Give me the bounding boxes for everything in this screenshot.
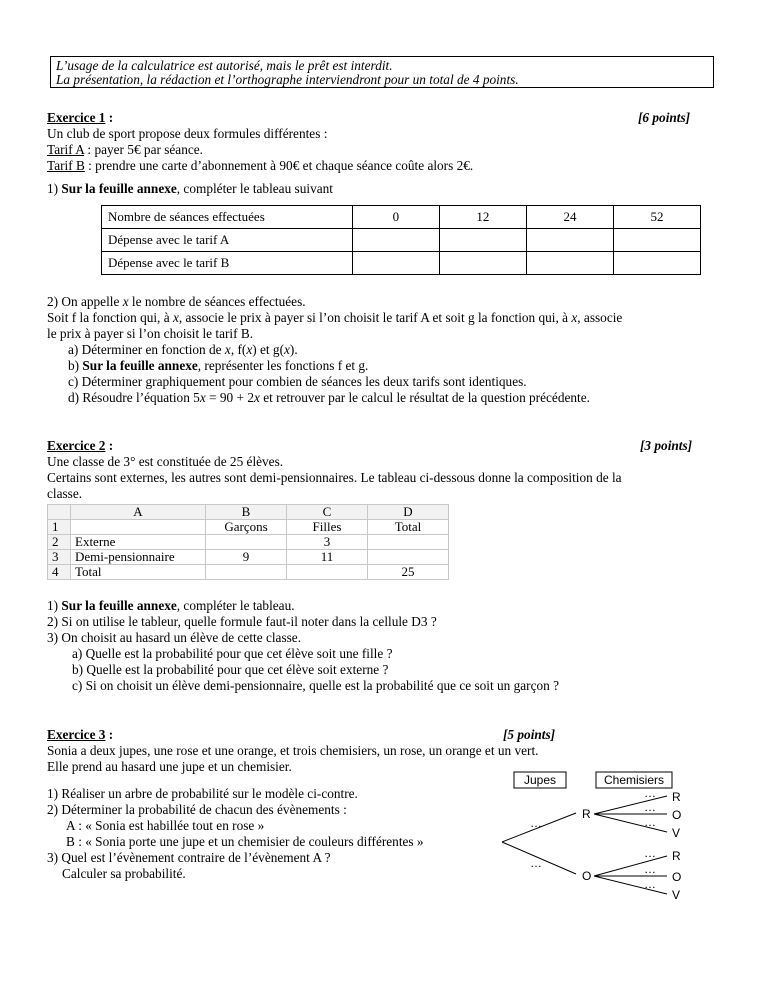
ex2-q3: 3) On choisit au hasard un élève de cette classe. (47, 630, 302, 645)
table-cell: Externe (71, 535, 206, 550)
table-cell (439, 229, 526, 252)
notice-line-1: L’usage de la calculatrice est autorisé, mais le prêt est interdit. (56, 58, 393, 73)
branch-line (594, 876, 667, 894)
branch-prob: … (530, 856, 542, 870)
ex1-qd: d) Résoudre l’équation 5x = 90 + 2x et retrouver par le calcul le résultat de la question précédente. (68, 390, 590, 405)
ex2-q3a: a) Quelle est la probabilité pour que cet élève soit une fille ? (72, 646, 393, 661)
probability-tree (500, 770, 730, 900)
ex1-q2: 2) On appelle x le nombre de séances effectuées. (47, 294, 306, 309)
table-cell (206, 565, 287, 580)
table-cell (48, 505, 71, 520)
table-row (48, 505, 449, 520)
table-row (48, 565, 449, 580)
ex2-q3b: b) Quelle est la probabilité pour que cet élève soit externe ? (72, 662, 389, 677)
table-cell: Total (368, 520, 449, 535)
ex3-heading: Exercice 3 : (47, 727, 114, 742)
table-row (48, 520, 449, 535)
table-row (102, 229, 701, 252)
branch-line (594, 856, 667, 876)
branch-prob: … (644, 877, 656, 891)
table-row-header: Nombre de séances effectuées (102, 206, 353, 229)
ex3-q3b: Calculer sa probabilité. (62, 866, 186, 881)
ex1-qa: a) Déterminer en fonction de x, f(x) et g(x). (68, 342, 298, 357)
table-cell: Filles (287, 520, 368, 535)
table-cell (287, 565, 368, 580)
table-cell: A (71, 505, 206, 520)
table-cell: 2 (48, 535, 71, 550)
ex1-tarif-a: Tarif A : payer 5€ par séance. (47, 142, 203, 157)
table-cell: 0 (352, 206, 439, 229)
ex1-points: [6 points] (638, 110, 691, 125)
chemisiers-label: Chemisiers (603, 773, 665, 787)
table-cell: Total (71, 565, 206, 580)
table-cell (526, 252, 613, 275)
ex2-line3: classe. (47, 486, 83, 501)
node-label: R (582, 807, 591, 821)
ex1-tarif-b: Tarif B : prendre une carte d’abonnement à 90€ et chaque séance coûte alors 2€. (47, 158, 474, 173)
ex3-points: [5 points] (503, 727, 556, 742)
table-cell: 9 (206, 550, 287, 565)
ex1-heading: Exercice 1 : (47, 110, 114, 125)
ex2-line1: Une classe de 3° est constituée de 25 élèves. (47, 454, 284, 469)
branch-line (594, 814, 667, 832)
table-cell (613, 252, 700, 275)
branch-prob: … (644, 815, 656, 829)
ex3-q3: 3) Quel est l’évènement contraire de l’évènement A ? (47, 850, 331, 865)
branch-prob: … (644, 786, 656, 800)
table-cell: 11 (287, 550, 368, 565)
node-label: R (672, 849, 681, 863)
table-cell: 1 (48, 520, 71, 535)
branch-line (594, 796, 667, 814)
branch-prob: … (644, 846, 656, 860)
table-cell (206, 535, 287, 550)
table-cell (526, 229, 613, 252)
table-cell (352, 229, 439, 252)
table-row-header: Dépense avec le tarif A (102, 229, 353, 252)
table-cell: Garçons (206, 520, 287, 535)
node-label: O (672, 808, 682, 822)
ex2-q3c: c) Si on choisit un élève demi-pensionnaire, quelle est la probabilité que ce soit un garçon ? (72, 678, 560, 693)
branch-prob: … (644, 862, 656, 876)
table-cell: 3 (287, 535, 368, 550)
table-cell (368, 550, 449, 565)
node-label: R (672, 790, 681, 804)
table-cell (439, 252, 526, 275)
ex1-q2-line3: le prix à payer si l’on choisit le tarif B. (47, 326, 254, 341)
ex3-q1: 1) Réaliser un arbre de probabilité sur le modèle ci-contre. (47, 786, 358, 801)
ex1-q1: 1) Sur la feuille annexe, compléter le tableau suivant (47, 181, 333, 196)
table-cell: C (287, 505, 368, 520)
table-cell (368, 535, 449, 550)
ex2-q1: 1) Sur la feuille annexe, compléter le tableau. (47, 598, 295, 613)
table-row (102, 252, 701, 275)
ex3-event-a: A : « Sonia est habillée tout en rose » (66, 818, 265, 833)
table-cell (352, 252, 439, 275)
branch-prob: … (644, 800, 656, 814)
table-row-header: Dépense avec le tarif B (102, 252, 353, 275)
ex2-q2: 2) Si on utilise le tableur, quelle formule faut-il noter dans la cellule D3 ? (47, 614, 437, 629)
jupes-label: Jupes (523, 773, 557, 787)
table-row (102, 206, 701, 229)
ex1-qc: c) Déterminer graphiquement pour combien de séances les deux tarifs sont identiques. (68, 374, 527, 389)
ex1-table (101, 205, 701, 275)
table-cell: B (206, 505, 287, 520)
table-cell: Demi-pensionnaire (71, 550, 206, 565)
table-cell: 24 (526, 206, 613, 229)
table-cell: 52 (613, 206, 700, 229)
table-cell: 3 (48, 550, 71, 565)
ex2-spreadsheet (47, 504, 449, 580)
node-label: V (672, 826, 681, 840)
ex1-q2-line2: Soit f la fonction qui, à x, associe le prix à payer si l’on choisit le tarif A et soit g la fonction qui, à x, associe (47, 310, 623, 325)
table-cell (613, 229, 700, 252)
table-cell: 4 (48, 565, 71, 580)
ex3-line1: Sonia a deux jupes, une rose et une orange, et trois chemisiers, un rose, un orange et un vert. (47, 743, 539, 758)
node-label: V (672, 888, 681, 900)
node-label: O (582, 869, 592, 883)
table-cell: D (368, 505, 449, 520)
table-row (48, 550, 449, 565)
ex3-line2: Elle prend au hasard une jupe et un chemisier. (47, 759, 292, 774)
ex2-line2: Certains sont externes, les autres sont demi-pensionnaires. Le tableau ci-dessous donne la composition de la (47, 470, 622, 485)
ex2-heading: Exercice 2 : (47, 438, 114, 453)
table-cell: 25 (368, 565, 449, 580)
ex3-q2: 2) Déterminer la probabilité de chacun des évènements : (47, 802, 347, 817)
table-row (48, 535, 449, 550)
node-label: O (672, 870, 682, 884)
ex1-intro: Un club de sport propose deux formules différentes : (47, 126, 328, 141)
notice-box (50, 56, 714, 88)
branch-prob: … (530, 816, 542, 830)
table-cell (71, 520, 206, 535)
table-cell: 12 (439, 206, 526, 229)
ex1-qb: b) Sur la feuille annexe, représenter les fonctions f et g. (68, 358, 369, 373)
notice-line-2: La présentation, la rédaction et l’orthographe interviendront pour un total de 4 points. (56, 72, 519, 87)
ex3-event-b: B : « Sonia porte une jupe et un chemisier de couleurs différentes » (66, 834, 424, 849)
ex2-points: [3 points] (640, 438, 693, 453)
